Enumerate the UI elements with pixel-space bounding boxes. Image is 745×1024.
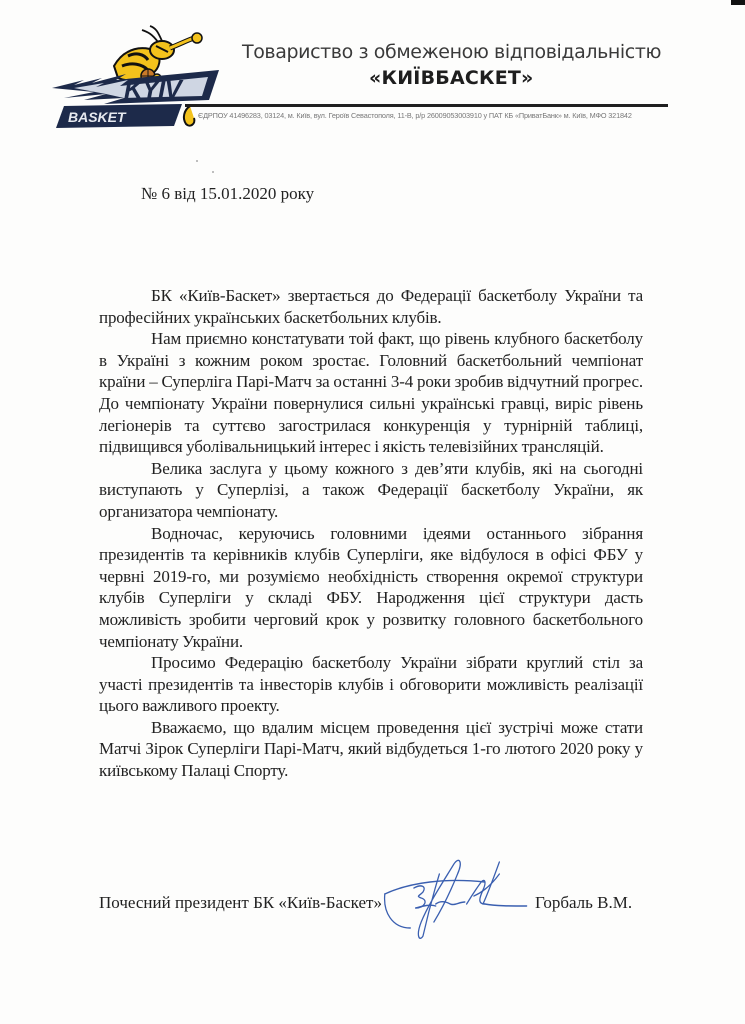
signature-block	[99, 852, 643, 942]
letter-body	[99, 285, 643, 782]
company-header	[242, 40, 672, 90]
paragraph: Нам приємно констатувати той факт, що рівень клубного баскетболу в Україні з кожним роком зростає. Головний баскетбольний чемпіонат країни – Суперліга Парі-Матч за останні 3-4 роки зробив відчутний прогрес. До чемпіонату України повернулися сильні українські гравці, виріс рівень легіонерів та суттєво загострилася конкуренція у турнірній таблиці, підвищився уболівальницький інтерес і якість телевізійних трансляцій.	[99, 329, 643, 457]
paragraph: Водночас, керуючись головними ідеями останнього зібрання президентів та керівників клубів Суперліги, яке відбулося в офісі ФБУ у червні 2019-го, ми розуміємо необхідність створення окремої структури клубів Суперліги у складі ФБУ. Народження цієї структури дасть можливість зробити черговий крок у розвитку головного баскетбольного чемпіонату України.	[99, 523, 643, 651]
logo-word-sub: BASKET	[68, 109, 126, 125]
basket-wordmark	[56, 104, 182, 128]
kyiv-wordmark	[52, 70, 219, 104]
signatory-title: Почесний президент БК «Київ-Баскет»	[99, 892, 382, 912]
paragraph: БК «Київ-Баскет» звертається до Федерації баскетболу України та професійних українських баскетбольних клубів.	[99, 286, 643, 327]
paragraph: Велика заслуга у цьому кожного з дев’яти клубів, які на сьогодні виступають у Суперлізі, а також Федерації баскетболу України, як организатора чемпіонату.	[99, 458, 643, 521]
letter-content	[99, 184, 643, 942]
company-type: Товариство з обмеженою відповідальністю	[242, 41, 662, 63]
document-number-date: № 6 від 15.01.2020 року	[141, 184, 315, 203]
scan-speck	[212, 171, 214, 173]
logo-word-main: KYIV	[124, 74, 181, 104]
scan-speck	[196, 160, 198, 162]
company-requisites: ЄДРПОУ 41496283, 03124, м. Київ, вул. Героїв Севастополя, 11-В, р/р 26009053003910 у ПАТ КБ «ПриватБанк» м. Київ, МФО 321842	[198, 111, 632, 120]
paragraph: Вважаємо, що вдалим місцем проведення цієї зустрічі може стати Матчі Зірок Суперліги Парі-Матч, який відбудеться 1-го лютого 2020 року у київському Палаці Спорту.	[99, 717, 643, 781]
company-name: «КИЇВБАСКЕТ»	[369, 67, 534, 89]
scan-edge-mark	[731, 0, 745, 5]
kyiv-basket-logo	[44, 22, 219, 130]
letterhead-rule	[185, 104, 668, 107]
signatory-name: Горбаль В.М.	[535, 892, 633, 912]
signature-line	[99, 892, 659, 916]
paragraph: Просимо Федерацію баскетболу України зібрати круглий стіл за участі президентів та інвесторів клубів і обговорити можливість реалізації цього важливого проекту.	[99, 653, 643, 716]
